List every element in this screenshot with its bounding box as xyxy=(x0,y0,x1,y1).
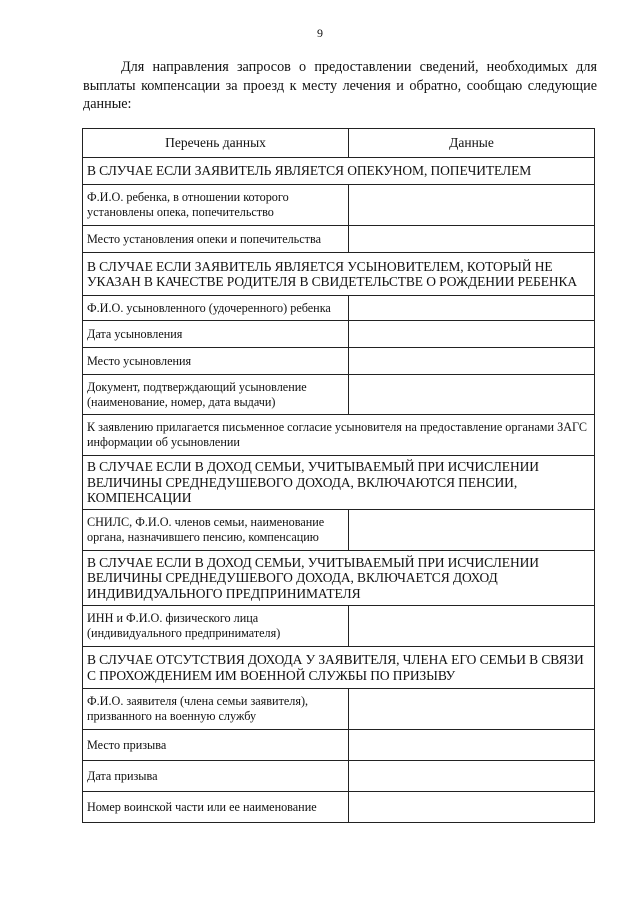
row-label: Номер воинской части или ее наименование xyxy=(83,792,349,823)
section-pension-title: В СЛУЧАЕ ЕСЛИ В ДОХОД СЕМЬИ, УЧИТЫВАЕМЫЙ ПРИ ИСЧИСЛЕНИИ ВЕЛИЧИНЫ СРЕДНЕДУШЕВОГО ДОХОДА, ВКЛЮЧАЮТСЯ ПЕНСИИ, КОМПЕНСАЦИИ xyxy=(83,456,595,510)
section-guardian-title: В СЛУЧАЕ ЕСЛИ ЗАЯВИТЕЛЬ ЯВЛЯЕТСЯ ОПЕКУНОМ, ПОПЕЧИТЕЛЕМ xyxy=(83,158,595,185)
table-row xyxy=(83,348,595,375)
row-value-field[interactable] xyxy=(349,761,595,792)
header-data: Данные xyxy=(349,129,595,158)
table-row xyxy=(83,321,595,348)
row-label: Ф.И.О. заявителя (члена семьи заявителя), призванного на военную службу xyxy=(83,689,349,730)
row-label: Место установления опеки и попечительства xyxy=(83,226,349,253)
row-label: СНИЛС, Ф.И.О. членов семьи, наименование органа, назначившего пенсию, компенсацию xyxy=(83,510,349,551)
adoption-consent-note: К заявлению прилагается письменное согласие усыновителя на предоставление органами ЗАГС информации об усыновлении xyxy=(83,415,595,456)
row-value-field[interactable] xyxy=(349,510,595,551)
row-value-field[interactable] xyxy=(349,375,595,415)
section-adopter-title: В СЛУЧАЕ ЕСЛИ ЗАЯВИТЕЛЬ ЯВЛЯЕТСЯ УСЫНОВИТЕЛЕМ, КОТОРЫЙ НЕ УКАЗАН В КАЧЕСТВЕ РОДИТЕЛЯ В СВИДЕТЕЛЬСТВЕ О РОЖДЕНИИ РЕБЕНКА xyxy=(83,253,595,296)
section-row xyxy=(83,158,595,185)
table-row xyxy=(83,510,595,551)
row-label: Место призыва xyxy=(83,730,349,761)
section-row xyxy=(83,253,595,296)
row-value-field[interactable] xyxy=(349,730,595,761)
row-label: Документ, подтверждающий усыновление (наименование, номер, дата выдачи) xyxy=(83,375,349,415)
row-value-field[interactable] xyxy=(349,321,595,348)
section-row xyxy=(83,647,595,689)
row-label: Дата призыва xyxy=(83,761,349,792)
table-row xyxy=(83,185,595,226)
header-item-list: Перечень данных xyxy=(83,129,349,158)
table-row xyxy=(83,375,595,415)
table-row xyxy=(83,226,595,253)
row-value-field[interactable] xyxy=(349,226,595,253)
data-table xyxy=(82,128,595,823)
note-row xyxy=(83,415,595,456)
table-row xyxy=(83,730,595,761)
table-header-row xyxy=(83,129,595,158)
row-value-field[interactable] xyxy=(349,348,595,375)
row-value-field[interactable] xyxy=(349,689,595,730)
section-row xyxy=(83,551,595,606)
row-value-field[interactable] xyxy=(349,185,595,226)
row-label: Место усыновления xyxy=(83,348,349,375)
row-value-field[interactable] xyxy=(349,606,595,647)
intro-paragraph: Для направления запросов о предоставлении сведений, необходимых для выплаты компенсации за проезд к месту лечения и обратно, сообщаю следующие данные: xyxy=(83,59,597,112)
table-row xyxy=(83,689,595,730)
table-row xyxy=(83,296,595,321)
row-label: Ф.И.О. усыновленного (удочеренного) ребенка xyxy=(83,296,349,321)
section-military-title: В СЛУЧАЕ ОТСУТСТВИЯ ДОХОДА У ЗАЯВИТЕЛЯ, ЧЛЕНА ЕГО СЕМЬИ В СВЯЗИ С ПРОХОЖДЕНИЕМ ИМ ВОЕННОЙ СЛУЖБЫ ПО ПРИЗЫВУ xyxy=(83,647,595,689)
table-row xyxy=(83,792,595,823)
row-label: Ф.И.О. ребенка, в отношении которого установлены опека, попечительство xyxy=(83,185,349,226)
table-row xyxy=(83,606,595,647)
section-row xyxy=(83,456,595,510)
table-row xyxy=(83,761,595,792)
row-value-field[interactable] xyxy=(349,792,595,823)
section-entrepreneur-title: В СЛУЧАЕ ЕСЛИ В ДОХОД СЕМЬИ, УЧИТЫВАЕМЫЙ ПРИ ИСЧИСЛЕНИИ ВЕЛИЧИНЫ СРЕДНЕДУШЕВОГО ДОХОДА, ВКЛЮЧАЕТСЯ ДОХОД ИНДИВИДУАЛЬНОГО ПРЕДПРИНИМАТЕЛЯ xyxy=(83,551,595,606)
row-label: ИНН и Ф.И.О. физического лица (индивидуального предпринимателя) xyxy=(83,606,349,647)
row-value-field[interactable] xyxy=(349,296,595,321)
row-label: Дата усыновления xyxy=(83,321,349,348)
page-number: 9 xyxy=(317,26,323,40)
